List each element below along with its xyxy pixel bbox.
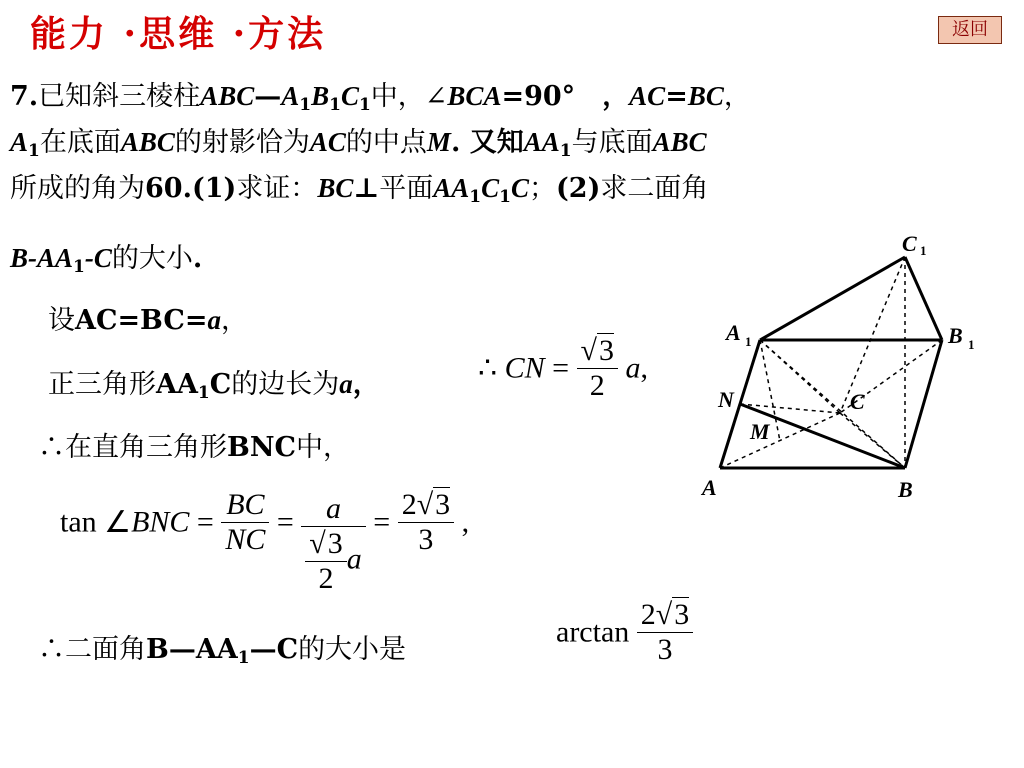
back-button[interactable]: 返回: [938, 16, 1002, 44]
numerator: BC: [226, 488, 265, 521]
text: 正三角形: [48, 369, 156, 400]
problem-number: 7.: [10, 81, 39, 112]
sqrt-sign: √: [580, 334, 598, 367]
denominator: 2: [577, 368, 618, 403]
sub: 1: [358, 95, 371, 115]
plane-abc: ABC: [652, 127, 707, 157]
label-sub: 1: [968, 337, 975, 352]
seg-aa1: AA: [523, 127, 560, 157]
sub: 1: [299, 95, 312, 115]
solution-step-1: [48, 302, 248, 339]
text: .: [192, 243, 203, 274]
label-n: N: [718, 387, 734, 412]
text: 求二面角: [600, 173, 709, 204]
sub: 1: [329, 95, 341, 115]
solution-step-3: [38, 430, 350, 466]
problem-line-3: [10, 170, 708, 215]
solution-step-2: [48, 366, 380, 411]
fraction-a-over: [301, 492, 365, 596]
text: 平面: [379, 173, 434, 204]
equals: =: [665, 81, 688, 112]
text: =90° ，: [501, 81, 630, 112]
comma: ,: [461, 505, 470, 539]
sub: 1: [499, 187, 511, 207]
edge-b1-b: [905, 340, 942, 468]
vertex-c: C: [511, 173, 530, 203]
numerator: [305, 527, 346, 561]
text: 与底面: [571, 127, 653, 158]
coef: 2: [640, 598, 656, 631]
seg-cn: CN: [504, 351, 545, 385]
sub: 1: [559, 141, 572, 161]
numerator: [637, 598, 693, 632]
seg-bc: BC: [687, 81, 724, 111]
angle-bnc: BNC: [131, 505, 190, 539]
edge-c-b: [840, 413, 905, 468]
numerator: [577, 334, 618, 368]
text: AC=BC=: [75, 305, 208, 336]
page-title: 能力 ·思维 ·方法: [30, 13, 327, 55]
text: 的边长为: [231, 369, 340, 400]
triangle-bnc: BNC: [227, 432, 296, 463]
text: 求证：: [236, 173, 318, 204]
text: ，: [352, 369, 380, 400]
text: C: [209, 369, 232, 400]
fraction: [577, 334, 618, 403]
tan: tan: [60, 505, 97, 539]
formula-cn: [478, 334, 648, 403]
text: ，: [221, 305, 248, 336]
radicand: 3: [327, 527, 343, 560]
seg-ac: AC: [309, 127, 346, 157]
text: (2): [556, 173, 601, 204]
equals: =: [373, 505, 391, 539]
sqrt-sign: √: [655, 598, 673, 631]
fraction-bc-nc: [221, 488, 269, 557]
label-m: M: [750, 419, 770, 444]
point-m: M: [426, 127, 451, 157]
text: B—AA: [146, 634, 238, 665]
text: 的大小: [111, 243, 193, 274]
problem-line-1: [10, 78, 751, 123]
therefore: ∴: [38, 634, 65, 665]
sub: 1: [469, 187, 482, 207]
text: 的大小是: [298, 634, 407, 665]
var-a: a: [625, 351, 641, 385]
text: 已知斜三棱柱: [38, 81, 201, 112]
perp-symbol: ⊥: [353, 173, 380, 204]
text: . 又知: [450, 127, 524, 158]
sqrt-sign: √: [309, 527, 326, 560]
text: —C: [249, 634, 299, 665]
label-a: A: [702, 475, 717, 500]
solution-step-5: [38, 632, 406, 676]
text: 在直角三角形: [65, 432, 227, 463]
therefore: ∴: [478, 352, 498, 385]
text: 二面角: [65, 634, 146, 665]
text: ，: [723, 81, 751, 112]
comma: ,: [640, 351, 649, 385]
text: 中，: [296, 432, 350, 463]
var-a: a: [207, 305, 221, 335]
var-a: a: [346, 542, 362, 576]
denominator: 3: [637, 632, 693, 667]
prism-diagram: [690, 225, 990, 505]
text: 60.(1): [145, 173, 237, 204]
numerator: [398, 488, 454, 522]
denominator: NC: [221, 522, 269, 557]
vertex-c1: C: [340, 81, 359, 111]
vertex-c1: C: [481, 173, 500, 203]
dihedral-b-aa: B-AA: [10, 243, 74, 273]
seg-bc: BC: [317, 173, 354, 203]
formula-tan: [60, 488, 469, 596]
text: 的射影恰为: [174, 127, 310, 158]
sub: 1: [73, 257, 85, 277]
sub: 1: [28, 141, 40, 161]
denominator: [301, 526, 365, 596]
vertex-b1: B: [311, 81, 330, 111]
text: ；: [529, 173, 557, 204]
label-a1: A: [726, 320, 741, 345]
equals: =: [196, 505, 214, 539]
label-c: C: [850, 389, 865, 414]
angle-bca: BCA: [447, 81, 502, 111]
equals: =: [276, 505, 294, 539]
plane-abc: ABC: [120, 127, 175, 157]
problem-line-2: [10, 124, 707, 169]
denominator: 2: [305, 561, 346, 596]
coef: 2: [401, 488, 417, 521]
edge-a1-c1: [760, 257, 905, 340]
var-a: a: [339, 369, 353, 399]
problem-line-4: [10, 240, 202, 285]
vertex-a1: A: [281, 81, 300, 111]
arctan: arctan: [556, 615, 630, 649]
sqrt-sign: √: [416, 488, 434, 521]
prism-base: ABC: [200, 81, 255, 111]
therefore: ∴: [38, 432, 65, 463]
equals: =: [552, 351, 570, 385]
seg-ac: AC: [629, 81, 666, 111]
label-b1: B: [948, 323, 963, 348]
sub: 1: [237, 648, 250, 668]
plane-aa1: AA: [433, 173, 470, 203]
dihedral-c: -C: [84, 243, 112, 273]
fraction-result: [637, 598, 693, 667]
numerator: a: [326, 492, 342, 525]
angle-symbol: ∠: [104, 506, 132, 539]
edge-c1-b1: [905, 257, 942, 340]
inner-fraction: [305, 527, 346, 596]
fraction-result: [398, 488, 454, 557]
vertex-a1: A: [10, 127, 29, 157]
text: 的中点: [345, 127, 427, 158]
edge-a-c: [720, 413, 840, 468]
dash: —: [254, 81, 282, 112]
formula-arctan: [556, 598, 693, 667]
text: 设: [48, 305, 75, 336]
label-c1: C: [902, 231, 917, 256]
text: 所成的角为: [10, 173, 145, 204]
label-b: B: [898, 477, 913, 502]
radicand: 3: [674, 598, 690, 631]
label-sub: 1: [745, 334, 752, 349]
text: 在底面: [39, 127, 121, 158]
radicand: 3: [599, 334, 615, 367]
text: AA: [156, 369, 198, 400]
label-sub: 1: [920, 243, 927, 258]
text: 中，∠: [370, 81, 448, 112]
sub: 1: [197, 383, 210, 403]
radicand: 3: [435, 488, 451, 521]
denominator: 3: [398, 522, 454, 557]
